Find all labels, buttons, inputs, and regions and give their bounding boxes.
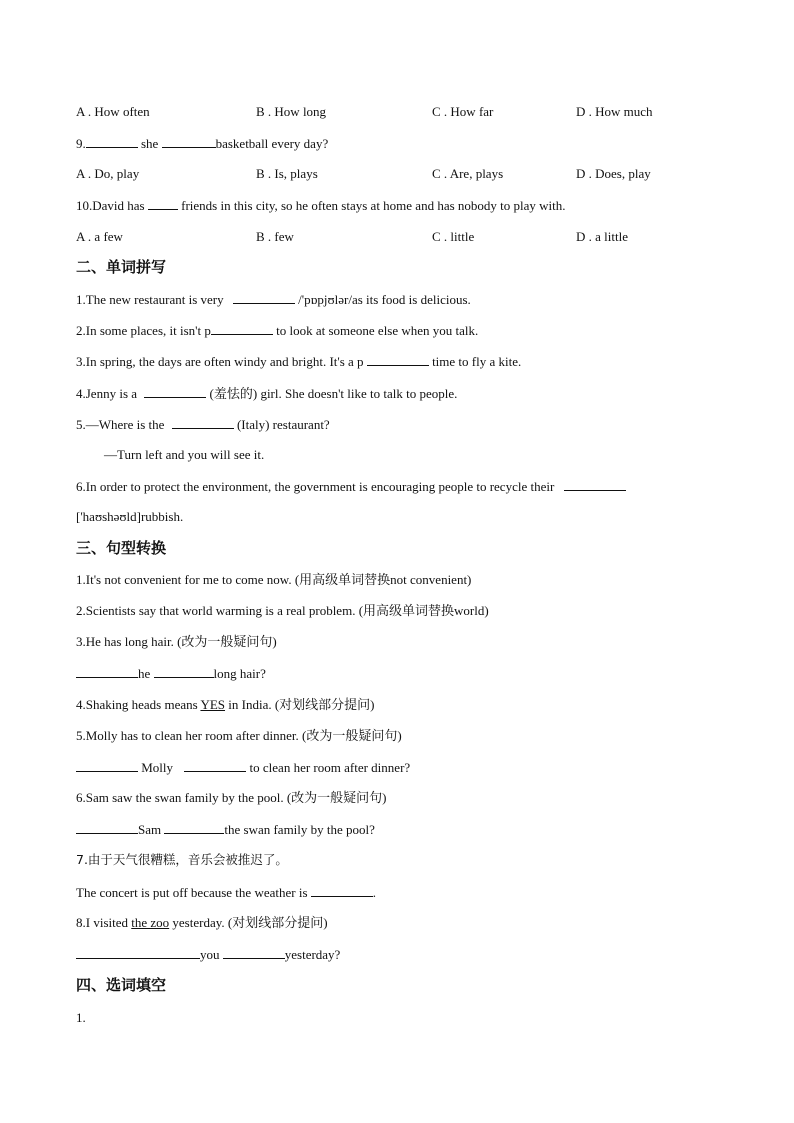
answer-blank[interactable]: [211, 322, 273, 335]
q9-option-a: A . Do, play: [76, 166, 140, 181]
transform-item-7: 7.由于天气很糟糕，音乐会被推迟了。: [76, 852, 288, 867]
answer-blank[interactable]: [311, 884, 373, 897]
q10-option-c: C . little: [432, 229, 475, 244]
transform-item-7-answer: The concert is put off because the weather is .: [76, 885, 376, 900]
transform-item-1: 1.It's not convenient for me to come now. (用高级单词替换not convenient): [76, 572, 472, 587]
q10-option-d: D . a little: [576, 229, 628, 244]
q8-option-d: D . How much: [576, 104, 653, 119]
answer-blank[interactable]: [223, 946, 285, 959]
spelling-item-5-reply: —Turn left and you will see it.: [104, 447, 265, 462]
q8-option-b: B . How long: [256, 104, 327, 119]
answer-blank[interactable]: [76, 759, 138, 772]
question-10: 10.David has friends in this city, so he often stays at home and has nobody to play with.: [76, 198, 566, 213]
spelling-item-4: 4.Jenny is a (羞怯的) girl. She doesn't like to talk to people.: [76, 386, 458, 401]
transform-item-6-answer: Sam the swan family by the pool?: [76, 821, 375, 838]
transform-item-2: 2.Scientists say that world warming is a real problem. (用高级单词替换world): [76, 603, 489, 618]
fill-item-1: 1.: [76, 1010, 86, 1025]
answer-blank[interactable]: [154, 665, 214, 678]
answer-blank[interactable]: [76, 821, 138, 834]
spelling-item-1: 1.The new restaurant is very /'pɒpjʊlər/as its food is delicious.: [76, 292, 471, 307]
transform-item-5-answer: Molly to clean her room after dinner?: [76, 759, 410, 776]
answer-blank[interactable]: [76, 946, 200, 959]
answer-blank[interactable]: [162, 135, 216, 148]
answer-blank[interactable]: [367, 353, 429, 366]
spelling-item-3: 3.In spring, the days are often windy and bright. It's a p time to fly a kite.: [76, 354, 522, 369]
transform-item-4: 4.Shaking heads means YES in India. (对划线部分提问): [76, 697, 375, 712]
answer-blank[interactable]: [172, 416, 234, 429]
spelling-item-6-cont: ['haʊshəʊld]rubbish.: [76, 509, 184, 524]
answer-blank[interactable]: [164, 821, 224, 834]
section-3-title: 三、句型转换: [76, 539, 167, 557]
section-2-title: 二、单词拼写: [76, 258, 167, 276]
q8-option-c: C . How far: [432, 104, 494, 119]
q9-option-d: D . Does, play: [576, 166, 651, 181]
answer-blank[interactable]: [144, 385, 206, 398]
spelling-item-5: 5.—Where is the (Italy) restaurant?: [76, 417, 330, 432]
spelling-item-2: 2.In some places, it isn't p to look at someone else when you talk.: [76, 323, 479, 338]
q9-option-c: C . Are, plays: [432, 166, 504, 181]
transform-item-3-answer: he long hair?: [76, 665, 266, 682]
q8-option-a: A . How often: [76, 104, 150, 119]
transform-item-3: 3.He has long hair. (改为一般疑问句): [76, 634, 277, 649]
spelling-item-6: 6.In order to protect the environment, the government is encouraging people to recycle their: [76, 478, 626, 495]
answer-blank[interactable]: [184, 759, 246, 772]
q9-option-b: B . Is, plays: [256, 166, 318, 181]
answer-blank[interactable]: [148, 197, 178, 210]
answer-blank[interactable]: [76, 665, 138, 678]
answer-blank[interactable]: [86, 135, 138, 148]
answer-blank[interactable]: [564, 478, 626, 491]
q10-option-b: B . few: [256, 229, 294, 244]
transform-item-6: 6.Sam saw the swan family by the pool. (改为一般疑问句): [76, 790, 387, 805]
answer-blank[interactable]: [233, 291, 295, 304]
transform-item-5: 5.Molly has to clean her room after dinner. (改为一般疑问句): [76, 728, 402, 743]
section-4-title: 四、选词填空: [76, 976, 167, 994]
transform-item-8-answer: you yesterday?: [76, 946, 340, 963]
q10-option-a: A . a few: [76, 229, 123, 244]
transform-item-8: 8.I visited the zoo yesterday. (对划线部分提问): [76, 915, 328, 930]
question-9: 9. she basketball every day?: [76, 136, 329, 151]
